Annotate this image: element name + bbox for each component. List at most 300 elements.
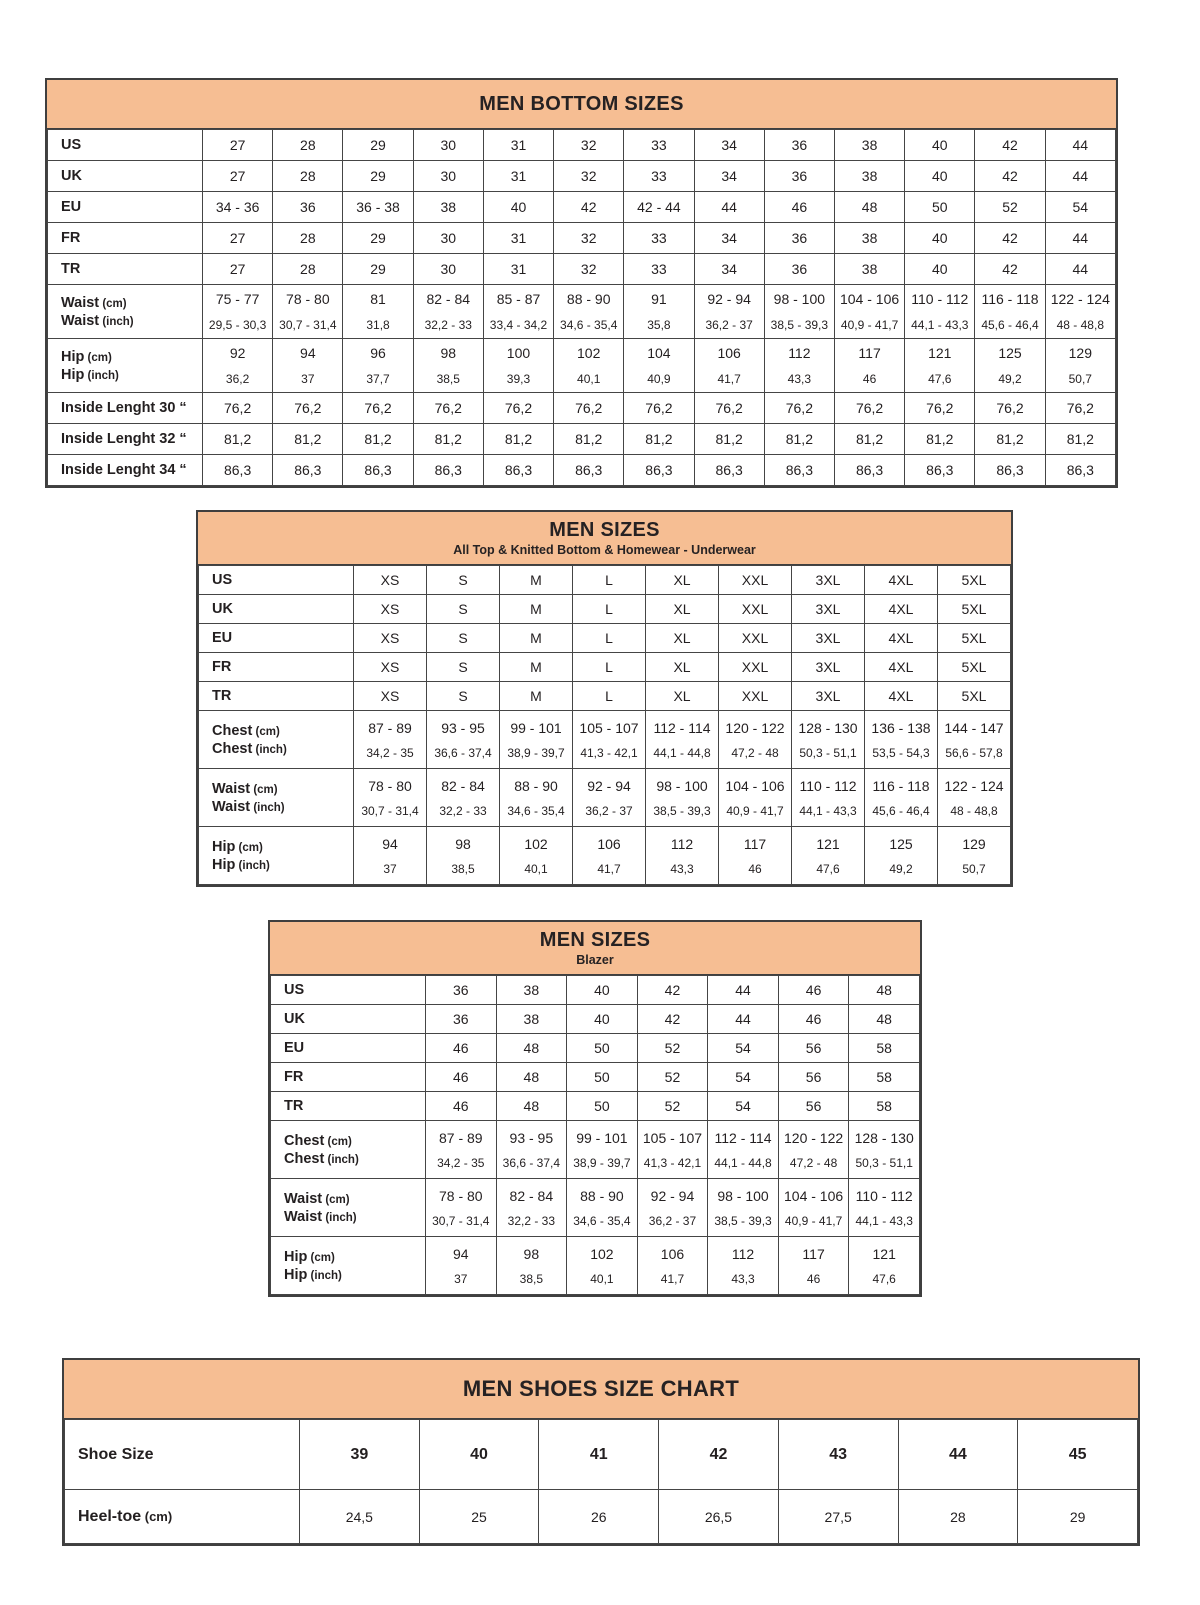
size-cell: 46 xyxy=(426,1034,497,1063)
table-row xyxy=(48,192,1116,223)
size-cell: 32 xyxy=(554,161,624,192)
size-cell: 81,2 xyxy=(1045,424,1115,455)
size-cell: 40 xyxy=(483,192,553,223)
size-cell: 86,3 xyxy=(413,455,483,486)
table-row xyxy=(48,455,1116,486)
size-cell: 38 xyxy=(496,976,567,1005)
size-cell: 112 - 114 44,1 - 44,8 xyxy=(708,1121,779,1179)
size-cell: 42 xyxy=(975,130,1045,161)
size-cell: XS xyxy=(354,566,427,595)
size-cell: 33 xyxy=(624,254,694,285)
size-cell: 86,3 xyxy=(764,455,834,486)
size-cell: 81,2 xyxy=(343,424,413,455)
size-cell: 36 xyxy=(764,254,834,285)
table-title: MEN SIZES xyxy=(549,519,660,541)
size-cell: 94 37 xyxy=(273,339,343,393)
size-cell: 86,3 xyxy=(273,455,343,486)
size-cell: 38 xyxy=(834,130,904,161)
size-cell: XL xyxy=(646,566,719,595)
size-cell: 94 37 xyxy=(426,1237,497,1295)
size-cell: XL xyxy=(646,624,719,653)
size-cell: L xyxy=(573,653,646,682)
size-table xyxy=(64,1419,1138,1544)
table-title: MEN SIZES xyxy=(539,929,651,951)
size-cell: 81,2 xyxy=(554,424,624,455)
row-label: Shoe Size xyxy=(65,1420,300,1490)
size-cell: XS xyxy=(354,653,427,682)
size-cell: 40 xyxy=(905,161,975,192)
table-row xyxy=(199,827,1011,885)
size-cell: 50 xyxy=(567,1034,638,1063)
row-label: Waist (cm) Waist (inch) xyxy=(271,1179,426,1237)
size-cell: 102 40,1 xyxy=(554,339,624,393)
size-cell: 82 - 84 32,2 - 33 xyxy=(413,285,483,339)
size-cell: 106 41,7 xyxy=(573,827,646,885)
size-cell: 32 xyxy=(554,254,624,285)
size-cell: 52 xyxy=(975,192,1045,223)
size-cell: 98 38,5 xyxy=(413,339,483,393)
size-cell: 58 xyxy=(849,1092,920,1121)
size-cell: 5XL xyxy=(938,624,1011,653)
size-cell: 81,2 xyxy=(905,424,975,455)
table-row xyxy=(65,1420,1138,1490)
size-cell: 42 - 44 xyxy=(624,192,694,223)
size-cell: 48 xyxy=(496,1063,567,1092)
size-cell: 81,2 xyxy=(203,424,273,455)
size-cell: XL xyxy=(646,595,719,624)
size-cell: 98 38,5 xyxy=(496,1237,567,1295)
size-cell: 86,3 xyxy=(834,455,904,486)
size-cell: 29 xyxy=(343,130,413,161)
size-cell: XXL xyxy=(719,624,792,653)
table-row xyxy=(199,624,1011,653)
size-cell: 27 xyxy=(203,254,273,285)
size-cell: 40 xyxy=(905,254,975,285)
size-cell: 88 - 90 34,6 - 35,4 xyxy=(554,285,624,339)
table-row xyxy=(271,1237,920,1295)
size-cell: 92 36,2 xyxy=(203,339,273,393)
size-cell: 36 xyxy=(764,223,834,254)
size-cell: 52 xyxy=(637,1092,708,1121)
table-header xyxy=(64,1360,1138,1419)
size-cell: 29 xyxy=(343,223,413,254)
size-cell: 50 xyxy=(567,1063,638,1092)
size-cell: 86,3 xyxy=(554,455,624,486)
size-cell: 40 xyxy=(419,1420,539,1490)
size-cell: 30 xyxy=(413,161,483,192)
size-cell: XL xyxy=(646,682,719,711)
size-cell: 102 40,1 xyxy=(567,1237,638,1295)
size-cell: 34 xyxy=(694,161,764,192)
size-cell: 3XL xyxy=(792,624,865,653)
size-cell: 48 xyxy=(496,1092,567,1121)
size-cell: 38 xyxy=(413,192,483,223)
size-cell: 129 50,7 xyxy=(1045,339,1115,393)
row-label: Hip (cm) Hip (inch) xyxy=(199,827,354,885)
row-label: Waist (cm) Waist (inch) xyxy=(48,285,203,339)
size-cell: 34 xyxy=(694,254,764,285)
size-cell: 99 - 101 38,9 - 39,7 xyxy=(500,711,573,769)
table-header xyxy=(198,512,1011,565)
size-cell: 48 xyxy=(834,192,904,223)
size-cell: 3XL xyxy=(792,566,865,595)
size-cell: L xyxy=(573,682,646,711)
size-cell: 120 - 122 47,2 - 48 xyxy=(719,711,792,769)
size-cell: 31 xyxy=(483,130,553,161)
size-cell: 40 xyxy=(567,1005,638,1034)
row-label: Chest (cm) Chest (inch) xyxy=(199,711,354,769)
row-label: US xyxy=(199,566,354,595)
size-cell: 86,3 xyxy=(203,455,273,486)
size-cell: 36 xyxy=(764,161,834,192)
size-cell: 34 xyxy=(694,223,764,254)
row-label: FR xyxy=(48,223,203,254)
size-cell: M xyxy=(500,624,573,653)
table-row xyxy=(271,1034,920,1063)
size-cell: 93 - 95 36,6 - 37,4 xyxy=(427,711,500,769)
size-cell: 50 xyxy=(567,1092,638,1121)
size-cell: 54 xyxy=(708,1034,779,1063)
size-cell: 81,2 xyxy=(834,424,904,455)
size-cell: S xyxy=(427,595,500,624)
size-cell: 76,2 xyxy=(975,393,1045,424)
size-cell: 98 - 100 38,5 - 39,3 xyxy=(646,769,719,827)
size-cell: 27 xyxy=(203,130,273,161)
size-cell: 76,2 xyxy=(483,393,553,424)
size-cell: 100 39,3 xyxy=(483,339,553,393)
size-cell: 4XL xyxy=(865,653,938,682)
table-subtitle: Blazer xyxy=(576,953,614,967)
row-label: US xyxy=(48,130,203,161)
table-row xyxy=(199,653,1011,682)
size-table xyxy=(47,129,1116,486)
size-cell: 87 - 89 34,2 - 35 xyxy=(354,711,427,769)
size-table xyxy=(198,565,1011,885)
size-cell: XL xyxy=(646,653,719,682)
size-cell: 46 xyxy=(426,1092,497,1121)
size-cell: 104 - 106 40,9 - 41,7 xyxy=(719,769,792,827)
size-cell: 26 xyxy=(539,1490,659,1544)
table-row xyxy=(48,161,1116,192)
size-cell: 45 xyxy=(1018,1420,1138,1490)
size-cell: XS xyxy=(354,624,427,653)
size-cell: 128 - 130 50,3 - 51,1 xyxy=(849,1121,920,1179)
size-cell: XXL xyxy=(719,653,792,682)
men-shoes-size-chart-table xyxy=(62,1358,1140,1546)
size-cell: 50 xyxy=(905,192,975,223)
size-cell: 46 xyxy=(778,1005,849,1034)
size-cell: 42 xyxy=(637,976,708,1005)
size-cell: 117 46 xyxy=(834,339,904,393)
size-cell: 92 - 94 36,2 - 37 xyxy=(573,769,646,827)
size-cell: 3XL xyxy=(792,653,865,682)
size-cell: 29 xyxy=(343,161,413,192)
size-cell: 36 - 38 xyxy=(343,192,413,223)
table-row xyxy=(271,1005,920,1034)
size-cell: 105 - 107 41,3 - 42,1 xyxy=(637,1121,708,1179)
size-cell: 81,2 xyxy=(975,424,1045,455)
size-cell: 81,2 xyxy=(273,424,343,455)
size-cell: 76,2 xyxy=(905,393,975,424)
row-label: EU xyxy=(271,1034,426,1063)
size-cell: 102 40,1 xyxy=(500,827,573,885)
table-header xyxy=(270,922,920,975)
size-cell: 81,2 xyxy=(483,424,553,455)
size-cell: 34 xyxy=(694,130,764,161)
size-cell: L xyxy=(573,624,646,653)
size-cell: 31 xyxy=(483,161,553,192)
size-cell: 31 xyxy=(483,223,553,254)
size-cell: 38 xyxy=(496,1005,567,1034)
size-cell: XXL xyxy=(719,595,792,624)
size-cell: 110 - 112 44,1 - 43,3 xyxy=(849,1179,920,1237)
row-label: UK xyxy=(199,595,354,624)
size-cell: 110 - 112 44,1 - 43,3 xyxy=(792,769,865,827)
table-row xyxy=(199,769,1011,827)
table-row xyxy=(48,393,1116,424)
men-sizes-top-table xyxy=(196,510,1013,887)
size-cell: 81,2 xyxy=(413,424,483,455)
size-cell: 31 xyxy=(483,254,553,285)
size-cell: 46 xyxy=(426,1063,497,1092)
size-cell: 76,2 xyxy=(1045,393,1115,424)
size-cell: 104 - 106 40,9 - 41,7 xyxy=(778,1179,849,1237)
size-cell: 30 xyxy=(413,254,483,285)
size-cell: 98 - 100 38,5 - 39,3 xyxy=(708,1179,779,1237)
size-cell: 82 - 84 32,2 - 33 xyxy=(427,769,500,827)
table-row xyxy=(199,682,1011,711)
size-cell: 54 xyxy=(708,1092,779,1121)
size-cell: 116 - 118 45,6 - 46,4 xyxy=(975,285,1045,339)
row-label: Inside Lenght 32 “ xyxy=(48,424,203,455)
size-cell: 105 - 107 41,3 - 42,1 xyxy=(573,711,646,769)
size-cell: 121 47,6 xyxy=(792,827,865,885)
row-label: TR xyxy=(199,682,354,711)
size-cell: 46 xyxy=(778,976,849,1005)
table-header xyxy=(47,80,1116,129)
size-cell: 38 xyxy=(834,223,904,254)
size-cell: 39 xyxy=(300,1420,420,1490)
size-cell: L xyxy=(573,595,646,624)
row-label: TR xyxy=(271,1092,426,1121)
size-cell: 44 xyxy=(1045,254,1115,285)
size-cell: 52 xyxy=(637,1034,708,1063)
size-cell: 98 38,5 xyxy=(427,827,500,885)
table-row xyxy=(48,339,1116,393)
size-cell: 4XL xyxy=(865,595,938,624)
size-cell: 5XL xyxy=(938,595,1011,624)
size-cell: 112 43,3 xyxy=(708,1237,779,1295)
men-bottom-sizes-table xyxy=(45,78,1118,488)
size-cell: 42 xyxy=(975,223,1045,254)
size-cell: 85 - 87 33,4 - 34,2 xyxy=(483,285,553,339)
size-cell: 92 - 94 36,2 - 37 xyxy=(694,285,764,339)
size-cell: 76,2 xyxy=(694,393,764,424)
size-cell: 76,2 xyxy=(624,393,694,424)
table-row xyxy=(48,130,1116,161)
size-cell: 88 - 90 34,6 - 35,4 xyxy=(567,1179,638,1237)
table-row xyxy=(271,976,920,1005)
size-cell: 125 49,2 xyxy=(865,827,938,885)
size-cell: XS xyxy=(354,595,427,624)
size-cell: 58 xyxy=(849,1063,920,1092)
size-cell: 5XL xyxy=(938,682,1011,711)
row-label: FR xyxy=(271,1063,426,1092)
size-cell: 28 xyxy=(273,254,343,285)
size-cell: 38 xyxy=(834,254,904,285)
size-cell: M xyxy=(500,595,573,624)
size-cell: 4XL xyxy=(865,624,938,653)
size-cell: 56 xyxy=(778,1063,849,1092)
size-cell: 43 xyxy=(778,1420,898,1490)
size-cell: 32 xyxy=(554,223,624,254)
size-table xyxy=(270,975,920,1295)
size-cell: 25 xyxy=(419,1490,539,1544)
size-cell: XXL xyxy=(719,682,792,711)
size-cell: 33 xyxy=(624,130,694,161)
table-row xyxy=(199,566,1011,595)
size-cell: 86,3 xyxy=(1045,455,1115,486)
size-cell: 120 - 122 47,2 - 48 xyxy=(778,1121,849,1179)
size-cell: 34 - 36 xyxy=(203,192,273,223)
size-cell: 104 40,9 xyxy=(624,339,694,393)
row-label: TR xyxy=(48,254,203,285)
size-cell: 36 xyxy=(426,976,497,1005)
table-row xyxy=(199,711,1011,769)
size-cell: 3XL xyxy=(792,682,865,711)
size-cell: 54 xyxy=(1045,192,1115,223)
row-label: Chest (cm) Chest (inch) xyxy=(271,1121,426,1179)
size-cell: 128 - 130 50,3 - 51,1 xyxy=(792,711,865,769)
size-cell: 117 46 xyxy=(719,827,792,885)
size-cell: 41 xyxy=(539,1420,659,1490)
size-cell: 27,5 xyxy=(778,1490,898,1544)
size-cell: 24,5 xyxy=(300,1490,420,1544)
size-cell: 110 - 112 44,1 - 43,3 xyxy=(905,285,975,339)
row-label: EU xyxy=(199,624,354,653)
size-cell: 106 41,7 xyxy=(694,339,764,393)
size-cell: 112 43,3 xyxy=(764,339,834,393)
size-cell: XXL xyxy=(719,566,792,595)
size-cell: 28 xyxy=(273,130,343,161)
row-label: US xyxy=(271,976,426,1005)
size-cell: 32 xyxy=(554,130,624,161)
size-cell: 42 xyxy=(659,1420,779,1490)
size-cell: 44 xyxy=(708,1005,779,1034)
men-sizes-blazer-table xyxy=(268,920,922,1297)
table-row xyxy=(271,1121,920,1179)
size-cell: 42 xyxy=(975,161,1045,192)
size-cell: 112 43,3 xyxy=(646,827,719,885)
size-cell: 112 - 114 44,1 - 44,8 xyxy=(646,711,719,769)
table-row xyxy=(271,1063,920,1092)
size-cell: 81,2 xyxy=(624,424,694,455)
size-cell: 30 xyxy=(413,223,483,254)
row-label: UK xyxy=(48,161,203,192)
size-cell: 76,2 xyxy=(554,393,624,424)
size-cell: 117 46 xyxy=(778,1237,849,1295)
size-cell: S xyxy=(427,653,500,682)
size-cell: S xyxy=(427,682,500,711)
size-cell: 36 xyxy=(764,130,834,161)
size-cell: 44 xyxy=(694,192,764,223)
row-label: Waist (cm) Waist (inch) xyxy=(199,769,354,827)
size-cell: 92 - 94 36,2 - 37 xyxy=(637,1179,708,1237)
size-cell: 4XL xyxy=(865,682,938,711)
size-cell: 91 35,8 xyxy=(624,285,694,339)
size-cell: S xyxy=(427,566,500,595)
size-cell: 76,2 xyxy=(203,393,273,424)
table-title: MEN BOTTOM SIZES xyxy=(479,92,684,115)
size-cell: 76,2 xyxy=(834,393,904,424)
size-cell: 86,3 xyxy=(483,455,553,486)
size-cell: 86,3 xyxy=(624,455,694,486)
size-cell: 36 xyxy=(273,192,343,223)
table-row xyxy=(65,1490,1138,1544)
size-cell: 94 37 xyxy=(354,827,427,885)
size-cell: 144 - 147 56,6 - 57,8 xyxy=(938,711,1011,769)
size-cell: 104 - 106 40,9 - 41,7 xyxy=(834,285,904,339)
size-cell: 93 - 95 36,6 - 37,4 xyxy=(496,1121,567,1179)
row-label: Inside Lenght 30 “ xyxy=(48,393,203,424)
size-cell: 44 xyxy=(1045,130,1115,161)
size-cell: 58 xyxy=(849,1034,920,1063)
size-cell: XS xyxy=(354,682,427,711)
table-row xyxy=(48,285,1116,339)
size-cell: 42 xyxy=(975,254,1045,285)
size-cell: 42 xyxy=(554,192,624,223)
size-cell: 40 xyxy=(567,976,638,1005)
size-cell: M xyxy=(500,566,573,595)
size-cell: 28 xyxy=(273,161,343,192)
row-label: UK xyxy=(271,1005,426,1034)
row-label: Heel-toe (cm) xyxy=(65,1490,300,1544)
size-cell: 5XL xyxy=(938,653,1011,682)
size-cell: 48 xyxy=(849,976,920,1005)
row-label: Inside Lenght 34 “ xyxy=(48,455,203,486)
size-cell: 28 xyxy=(898,1490,1018,1544)
size-cell: 48 xyxy=(496,1034,567,1063)
table-row xyxy=(48,424,1116,455)
table-row xyxy=(271,1179,920,1237)
size-cell: 99 - 101 38,9 - 39,7 xyxy=(567,1121,638,1179)
size-cell: 116 - 118 45,6 - 46,4 xyxy=(865,769,938,827)
table-row xyxy=(199,595,1011,624)
size-cell: 40 xyxy=(905,130,975,161)
size-cell: 81,2 xyxy=(694,424,764,455)
size-cell: 36 xyxy=(426,1005,497,1034)
size-cell: 121 47,6 xyxy=(849,1237,920,1295)
size-cell: M xyxy=(500,653,573,682)
size-cell: 30 xyxy=(413,130,483,161)
table-title: MEN SHOES SIZE CHART xyxy=(462,1376,740,1401)
size-cell: 86,3 xyxy=(975,455,1045,486)
size-cell: 42 xyxy=(637,1005,708,1034)
row-label: EU xyxy=(48,192,203,223)
size-cell: 3XL xyxy=(792,595,865,624)
size-cell: M xyxy=(500,682,573,711)
size-cell: 40 xyxy=(905,223,975,254)
row-label: Hip (cm) Hip (inch) xyxy=(48,339,203,393)
size-cell: 5XL xyxy=(938,566,1011,595)
size-cell: 28 xyxy=(273,223,343,254)
size-cell: 44 xyxy=(708,976,779,1005)
size-cell: 29 xyxy=(1018,1490,1138,1544)
size-cell: 76,2 xyxy=(764,393,834,424)
size-cell: 52 xyxy=(637,1063,708,1092)
table-row xyxy=(271,1092,920,1121)
size-cell: 96 37,7 xyxy=(343,339,413,393)
